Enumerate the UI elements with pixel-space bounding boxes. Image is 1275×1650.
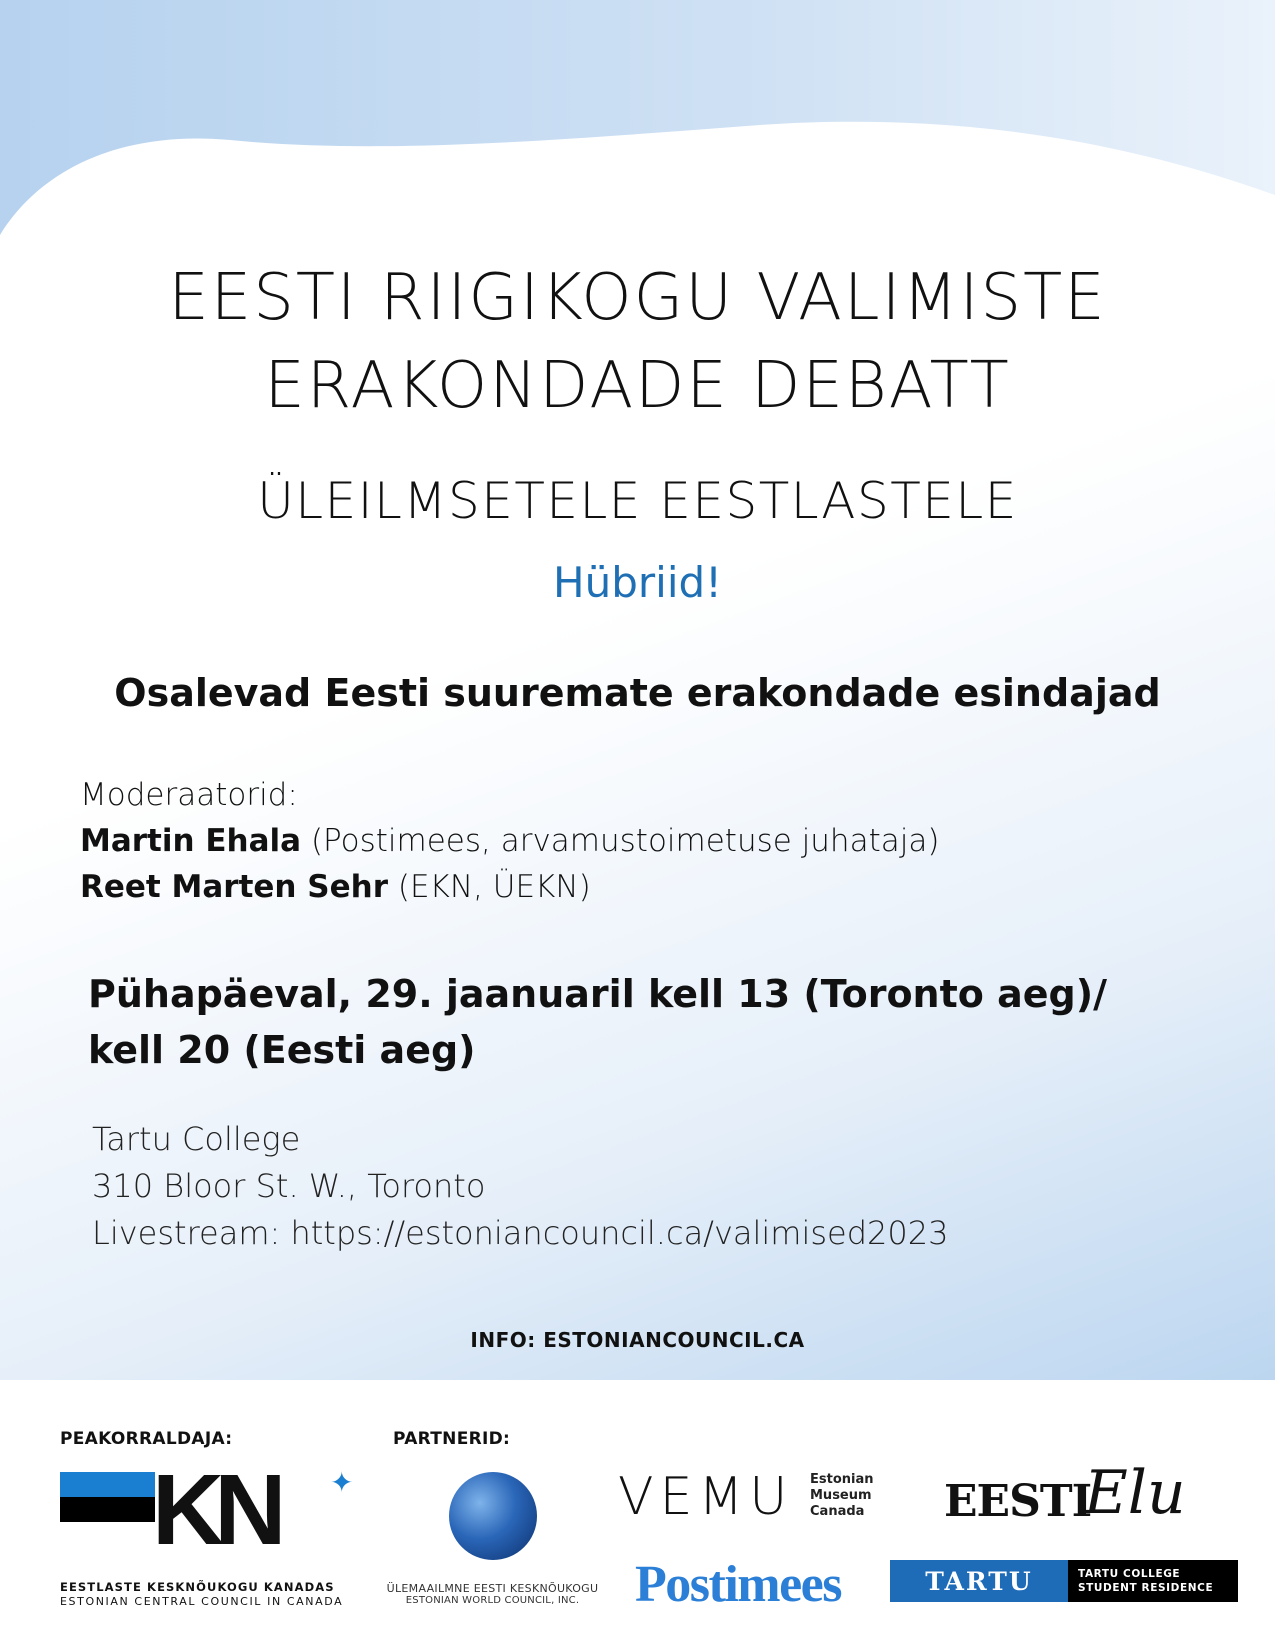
top-wave-decoration [0,0,1275,260]
ekn-logo-letters: KN [152,1454,277,1566]
title-line-1: EESTI RIIGIKOGU VALIMISTE [168,261,1107,335]
livestream-link[interactable]: Livestream: https://estoniancouncil.ca/valimised2023 [92,1214,949,1252]
ekn-blue-bar [60,1472,155,1497]
vemu-sub-line: Museum [810,1488,872,1503]
moderator-role: (EKN, ÜEKN) [397,869,591,905]
main-organizer-label: PEAKORRALDAJA: [60,1429,233,1449]
venue-name: Tartu College [92,1120,301,1158]
tartu-wordmark: TARTU [890,1560,1068,1602]
moderator-row [80,864,939,910]
tartu-subtitle [1068,1560,1238,1602]
eesti-elu-elu: Elu [1084,1458,1186,1528]
moderator-role: (Postimees, arvamustoimetuse juhataja) [310,823,940,859]
vemu-logo [618,1462,878,1532]
partners-label: PARTNERID: [393,1429,511,1449]
moderators-block [80,772,939,910]
globe-icon [449,1472,537,1560]
tartu-sub-line: STUDENT RESIDENCE [1078,1582,1214,1594]
tartu-sub-line: TARTU COLLEGE [1078,1568,1181,1580]
ekn-name-estonian: EESTLASTE KESKNÕUKOGU KANADAS [60,1580,335,1594]
ewc-name-english: ESTONIAN WORLD COUNCIL, INC. [405,1595,580,1606]
ekn-black-bar [60,1497,155,1522]
moderators-label: Moderaatorid: [80,777,298,813]
datetime-line-1: Pühapäeval, 29. jaanuaril kell 13 (Toronto aeg)/ [88,972,1107,1016]
participants-heading: Osalevad Eesti suuremate erakondade esindajad [114,671,1161,715]
ekn-logo [60,1454,360,1608]
venue-address: 310 Bloor St. W., Toronto [92,1167,486,1205]
ekn-name-english: ESTONIAN CENTRAL COUNCIL IN CANADA [60,1595,344,1608]
venue-block [92,1116,948,1257]
vemu-sub-line: Estonian [810,1472,874,1487]
vemu-sub-line: Canada [810,1504,865,1519]
postimees-logo: Postimees [635,1556,841,1613]
vemu-subtitle [810,1472,874,1520]
moderator-name: Martin Ehala [80,823,302,859]
moderator-name: Reet Marten Sehr [80,869,389,905]
ewc-name-estonian: ÜLEMAAILMNE EESTI KESKNÕUKOGU [386,1582,599,1595]
vemu-wordmark: VEMU [618,1467,794,1527]
maple-leaf-icon: ✦ [330,1466,354,1499]
eesti-elu-logo [944,1458,1186,1542]
info-line: INFO: ESTONIANCOUNCIL.CA [470,1328,805,1352]
subtitle: ÜLEILMSETELE EESTLASTELE [257,472,1018,530]
ewc-logo [385,1472,600,1612]
title-line-2: ERAKONDADE DEBATT [264,349,1011,423]
hybrid-label: Hübriid! [553,558,722,607]
event-datetime [88,966,1107,1078]
moderator-row [80,818,939,864]
datetime-line-2: kell 20 (Eesti aeg) [88,1028,476,1072]
eesti-elu-eesti: EESTI [944,1476,1092,1527]
tartu-college-logo [890,1560,1238,1602]
